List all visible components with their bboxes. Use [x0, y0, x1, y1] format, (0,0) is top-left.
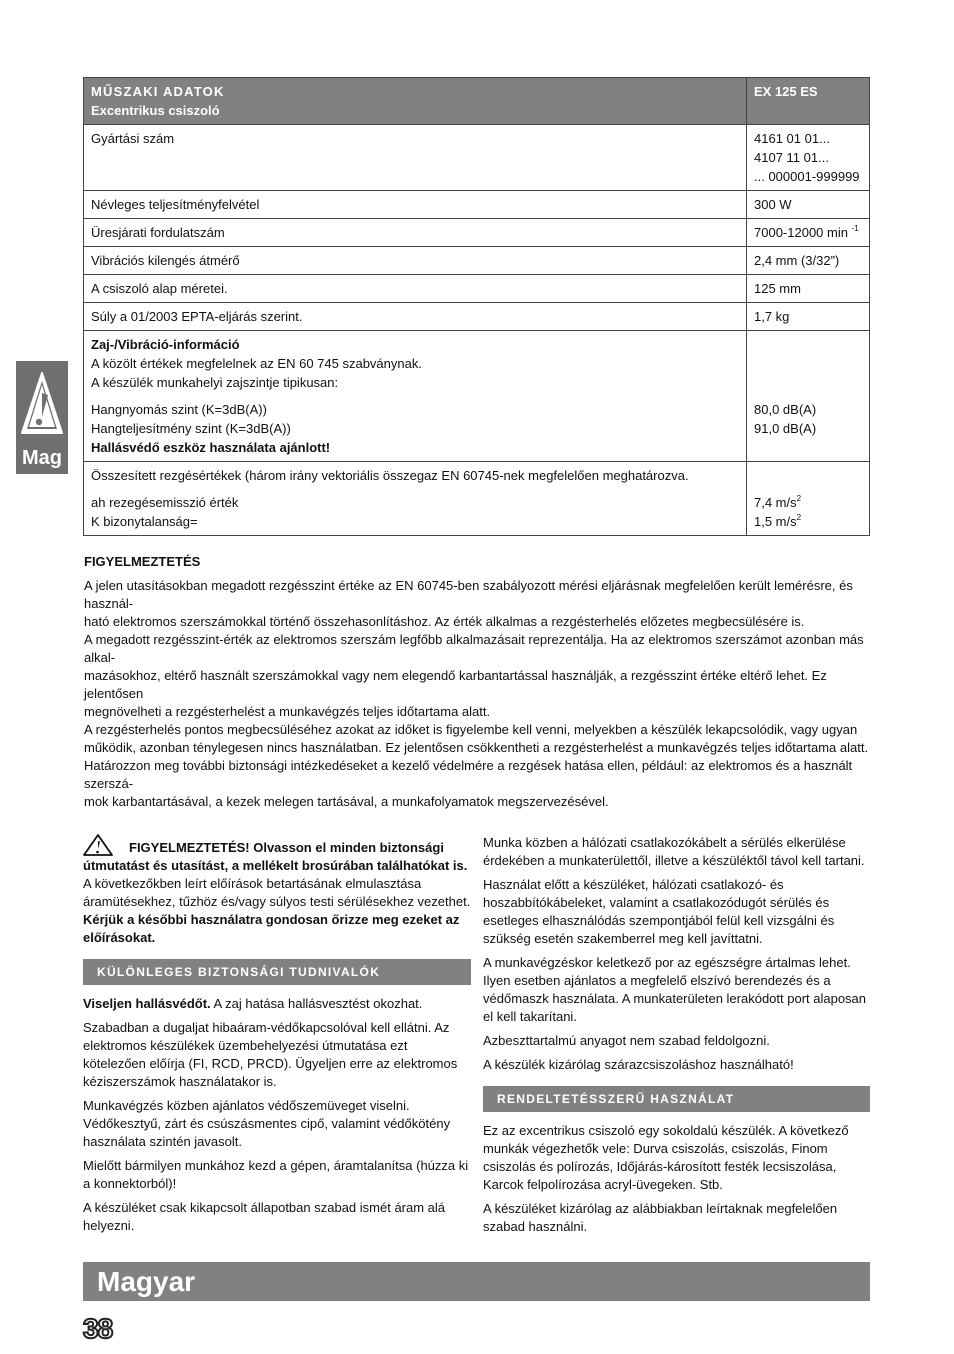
vibration-k-label: K bizonytalanság=	[91, 514, 198, 529]
spec-model: EX 125 ES	[747, 78, 870, 125]
warning-line: ható elektromos szerszámokkal történő összehasonlításhoz. Az érték alkalmas a rezgésterhelés előzetes megbecsülésére is.	[84, 614, 805, 629]
vibration-ah-label: ah rezegésemisszió érték	[91, 495, 239, 510]
spec-table	[83, 77, 870, 536]
section-title-usage: RENDELTETÉSSZERŰ HASZNÁLAT	[483, 1086, 870, 1112]
spec-superscript: 2	[796, 513, 802, 522]
language-bar	[83, 1262, 870, 1301]
table-row	[84, 125, 870, 191]
noise-title: Zaj-/Vibráció-információ	[91, 337, 240, 352]
table-row	[84, 303, 870, 331]
safety-intro	[83, 834, 471, 947]
warning-line: mazásokhoz, eltérő használt szerszámokkal vagy nem elegendő karbantartással használják, a rezgésszint értéke eltérő lehet. Ez jelentősen	[84, 668, 827, 701]
paragraph: Mielőtt bármilyen munkához kezd a gépen, áramtalanítsa (húzza ki a konnektorból)!	[83, 1158, 469, 1191]
warning-line: működik, azonban ténylegesen nincs használatban. Ez jelentősen csökkentheti a rezgésterhelést a munkavégzés teljes időtartama alatt.	[84, 740, 869, 755]
spec-superscript: 2	[796, 494, 802, 503]
table-row	[84, 275, 870, 303]
safety-intro-bold: FIGYELMEZTETÉS! Olvasson el minden biztonsági útmutatást és utasítást, a mellékelt brosúrában találhatókat is.	[83, 840, 468, 873]
spec-superscript: -1	[851, 224, 859, 233]
noise-power-label: Hangteljesítmény szint (K=3dB(A))	[91, 421, 291, 436]
spec-value: ... 000001-999999	[754, 169, 860, 184]
paragraph: Munkavégzés közben ajánlatos védőszemüveget viselni. Védőkesztyű, zárt és csúszásmentes cipő, valamint védőkötény használata szintén javasolt.	[83, 1098, 451, 1149]
spec-value: 300 W	[747, 191, 870, 219]
noise-pressure-value: 80,0 dB(A)	[754, 402, 817, 417]
hearing-bold: Viseljen hallásvédőt.	[83, 996, 211, 1011]
paragraph: A készülék kizárólag szárazcsiszoláshoz használható!	[483, 1057, 794, 1072]
table-row	[84, 191, 870, 219]
paragraph: Munka közben a hálózati csatlakozókábelt a sérülés elkerülése érdekében a munkaterülettől, illetve a készüléktől távol kell tartani.	[483, 835, 865, 868]
spec-label: Névleges teljesítményfelvétel	[84, 191, 747, 219]
safety-intro-text: A következőkben leírt előírások betartásának elmulasztása áramütésekhez, tűzhöz és/vagy súlyos testi sérülésekhez vezethet.	[83, 876, 471, 909]
warning-line: A rezgésterhelés pontos megbecsüléséhez azokat az időket is figyelembe kell venni, melyekben a készülék lekapcsolódik, vagy ugyan	[84, 722, 858, 737]
spec-title: MŰSZAKI ADATOK	[91, 84, 225, 99]
paragraph: Szabadban a dugaljat hibaáram-védőkapcsolóval kell ellátni. Az elektromos készülékek üzembehelyezési útmutatása ezt kötelezően előírja (FI, RCD, PRCD). Ügyeljen erre az elektromos kéziszerszámok használatakor is.	[83, 1020, 458, 1089]
spec-label: Vibrációs kilengés átmérő	[84, 247, 747, 275]
warning-triangle-icon	[20, 367, 64, 439]
spec-value: 1,7 kg	[747, 303, 870, 331]
spec-value: 4107 11 01...	[754, 150, 829, 165]
paragraph: A készüléket kizárólag az alábbiakban leírtaknak megfelelően szabad használni.	[483, 1201, 838, 1234]
vibration-warning	[84, 553, 870, 811]
noise-power-value: 91,0 dB(A)	[754, 421, 817, 436]
spec-value: 125 mm	[747, 275, 870, 303]
paragraph: Azbeszttartalmú anyagot nem szabad feldolgozni.	[483, 1033, 770, 1048]
vibration-k-value: 1,5 m/s	[754, 514, 797, 529]
noise-pressure-label: Hangnyomás szint (K=3dB(A))	[91, 402, 267, 417]
noise-line: A közölt értékek megfelelnek az EN 60 745 szabványnak.	[91, 356, 422, 371]
side-tab-label: Mag	[22, 447, 62, 469]
spec-value: 7000-12000 min	[754, 225, 848, 240]
hearing-text: A zaj hatása hallásvesztést okozhat.	[210, 996, 423, 1011]
side-tab	[16, 361, 68, 474]
spec-label: Üresjárati fordulatszám	[84, 219, 747, 247]
warning-line: Határozzon meg további biztonsági intézkedéseket a kezelő védelmére a rezgések hatása ellen, például: az elektromos és a használt szerszá-	[84, 758, 853, 791]
page-number: 38	[83, 1313, 113, 1344]
warning-line: mok karbantartásával, a kezek melegen tartásával, a munkafolyamatok megszervezésével.	[84, 794, 609, 809]
paragraph: Használat előtt a készüléket, hálózati csatlakozó- és hoszabbítókábeleket, valamint a csatlakozódugót sérülés és esetleges elhasználódás szempontjából felül kell vizsgálni és szükség esetén szakemberrel meg kell javíttatni.	[483, 877, 835, 946]
warning-line: A jelen utasításokban megadott rezgésszint értéke az EN 60745-ben szabályozott mérési eljárásnak megfelelően került lemérésre, és használ-	[84, 578, 853, 611]
left-column	[83, 834, 471, 1241]
spec-label: Súly a 01/2003 EPTA-eljárás szerint.	[84, 303, 747, 331]
language-label: Magyar	[97, 1266, 196, 1297]
table-row	[84, 219, 870, 247]
spec-label: A csiszoló alap méretei.	[84, 275, 747, 303]
warning-icon	[83, 834, 113, 856]
safety-intro-keep: Kérjük a későbbi használatra gondosan őrizze meg ezeket az előírásokat.	[83, 912, 460, 945]
paragraph: Ez az excentrikus csiszoló egy sokoldalú készülék. A következő munkák végezhetők vele: Durva csiszolás, csiszolás, Finom csiszolás és polírozás, Időjárás-károsított festék lecsiszolása, Karcok felpolírozása acryl-üvegeken. Stb.	[483, 1123, 849, 1192]
spec-subtitle: Excentrikus csiszoló	[91, 103, 220, 118]
spec-value: 4161 01 01...	[754, 131, 830, 146]
warning-title: FIGYELMEZTETÉS	[84, 554, 201, 569]
noise-advice: Hallásvédő eszköz használata ajánlott!	[91, 440, 331, 455]
warning-line: A megadott rezgésszint-érték az elektromos szerszám legfőbb alkalmazásait reprezentálja. Ha az elektromos szerszámot azonban más alkal-	[84, 632, 864, 665]
paragraph: A munkavégzéskor keletkező por az egészségre ártalmas lehet. Ilyen esetben ajánlatos a megfelelő elszívó berendezés és a védőmaszk használata. A munkaterületen lerakódott port alaposan el kell takarítani.	[483, 955, 867, 1024]
spec-value: 2,4 mm (3/32”)	[747, 247, 870, 275]
paragraph	[83, 995, 471, 1013]
paragraph: A készüléket csak kikapcsolt állapotban szabad ismét áram alá helyezni.	[83, 1200, 446, 1233]
table-row-noise	[84, 331, 870, 462]
spec-table-header	[84, 78, 870, 125]
table-row-vibration	[84, 462, 870, 536]
noise-line: A készülék munkahelyi zajszintje tipikusan:	[91, 375, 339, 390]
section-title-safety: KÜLÖNLEGES BIZTONSÁGI TUDNIVALÓK	[83, 959, 471, 985]
spec-label: Gyártási szám	[84, 125, 747, 191]
right-column	[483, 834, 870, 1242]
table-row	[84, 247, 870, 275]
warning-line: megnövelheti a rezgésterhelést a munkavégzés teljes időtartama alatt.	[84, 704, 491, 719]
vibration-intro: Összesített rezgésértékek (három irány vektoriális összegaz EN 60745-nek megfelelően meghatározva.	[91, 468, 689, 483]
vibration-ah-value: 7,4 m/s	[754, 495, 797, 510]
